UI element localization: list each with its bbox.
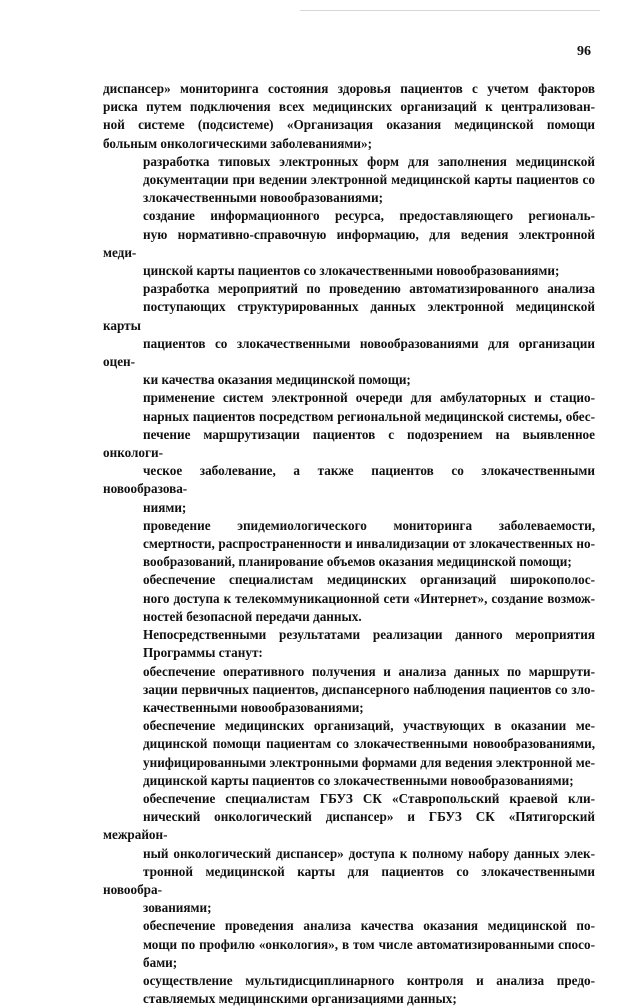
paragraph [103,280,595,389]
text-line: ный онкологический диспансер» доступа к полному набору данных элек- [143,845,595,861]
text-line: проведение эпидемиологического мониторинга заболеваемости, [143,517,595,533]
text-line: ставляемых медицинскими организациями данных; [143,991,457,1007]
paragraph [103,571,595,626]
page-number: 96 [577,44,591,59]
text-line: ной системе (подсистеме) «Организация оказания медицинской помощи [103,117,595,133]
text-line: риска путем подключения всех медицинских организаций к централизован- [103,99,595,115]
text-line: применение систем электронной очереди для амбулаторных и стацио- [143,390,595,406]
paragraph [103,917,595,972]
text-line: поступающих структурированных данных электронной медицинской карты [103,299,595,333]
text-line: создание информационного ресурса, предоставляющего региональ- [143,208,595,224]
text-line: смертности, распространенности и инвалидизации от злокачественных но- [143,536,595,552]
text-line: ки качества оказания медицинской помощи; [143,372,411,388]
text-line: качественными новообразованиями; [143,699,364,715]
text-line: ную нормативно-справочную информацию, для ведения электронной меди- [103,226,595,260]
paragraph [103,517,595,572]
paragraph [103,626,595,662]
text-line: тронной медицинской карты для пациентов со злокачественными новообра- [103,863,595,897]
text-line: документации при ведении электронной медицинской карты пациентов со [143,172,595,188]
text-line: ниями; [143,499,187,515]
paragraph [103,80,595,153]
paragraph [103,972,595,1008]
text-line: нарных пациентов посредством региональной медицинской системы, обес- [143,408,595,424]
text-line: Программы станут: [143,645,263,661]
paragraph [103,663,595,718]
paragraph [103,389,595,516]
text-line: нический онкологический диспансер» и ГБУЗ СК «Пятигорский межрайон- [103,809,595,843]
paragraph [103,207,595,280]
text-line: зованиями; [143,900,212,916]
paragraph [103,153,595,208]
text-line: обеспечение медицинских организаций, участвующих в оказании ме- [143,718,595,734]
text-line: ческое заболевание, а также пациентов со злокачественными новообразова- [103,463,595,497]
text-line: унифицированными электронными формами для ведения электронной ме- [143,754,595,770]
text-line: бами; [143,954,178,970]
text-line: обеспечение специалистам медицинских организаций широкополос- [143,572,595,588]
document-body [103,80,595,1008]
text-line: вообразований, планирование объемов оказания медицинской помощи; [143,554,572,570]
text-line: обеспечение оперативного получения и анализа данных по маршрути- [143,663,595,679]
text-line: дицинской помощи пациентам со злокачественными новообразованиями, [143,736,595,752]
text-line: злокачественными новообразованиями; [143,190,383,206]
text-line: обеспечение специалистам ГБУЗ СК «Ставропольский краевой кли- [143,790,595,806]
text-line: пациентов со злокачественными новообразованиями для организации оцен- [103,335,595,370]
text-line: печение маршрутизации пациентов с подозрением на выявленное онкологи- [103,426,595,461]
text-line: больным онкологическими заболеваниями»; [103,135,372,151]
paragraph [103,790,595,917]
text-line: осуществление мультидисциплинарного контроля и анализа предо- [143,972,595,988]
scan-edge-line [300,10,600,11]
text-line: ного доступа к телекоммуникационной сети «Интернет», создание возмож- [143,590,595,606]
text-line: мощи по профилю «онкология», в том числе автоматизированными спосо- [143,936,595,952]
text-line: ностей безопасной передачи данных. [143,608,362,624]
text-line: разработка типовых электронных форм для заполнения медицинской [143,153,595,169]
text-line: обеспечение проведения анализа качества оказания медицинской по- [143,918,595,934]
paragraph [103,717,595,790]
text-line: Непосредственными результатами реализации данного мероприятия [143,627,595,643]
text-line: диспансер» мониторинга состояния здоровья пациентов с учетом факторов [103,81,595,96]
text-line: дицинской карты пациентов со злокачественными новообразованиями; [143,772,574,788]
text-line: цинской карты пациентов со злокачественными новообразованиями; [143,263,560,279]
text-line: разработка мероприятий по проведению автоматизированного анализа [143,281,595,297]
text-line: зации первичных пациентов, диспансерного наблюдения пациентов со зло- [143,681,595,697]
